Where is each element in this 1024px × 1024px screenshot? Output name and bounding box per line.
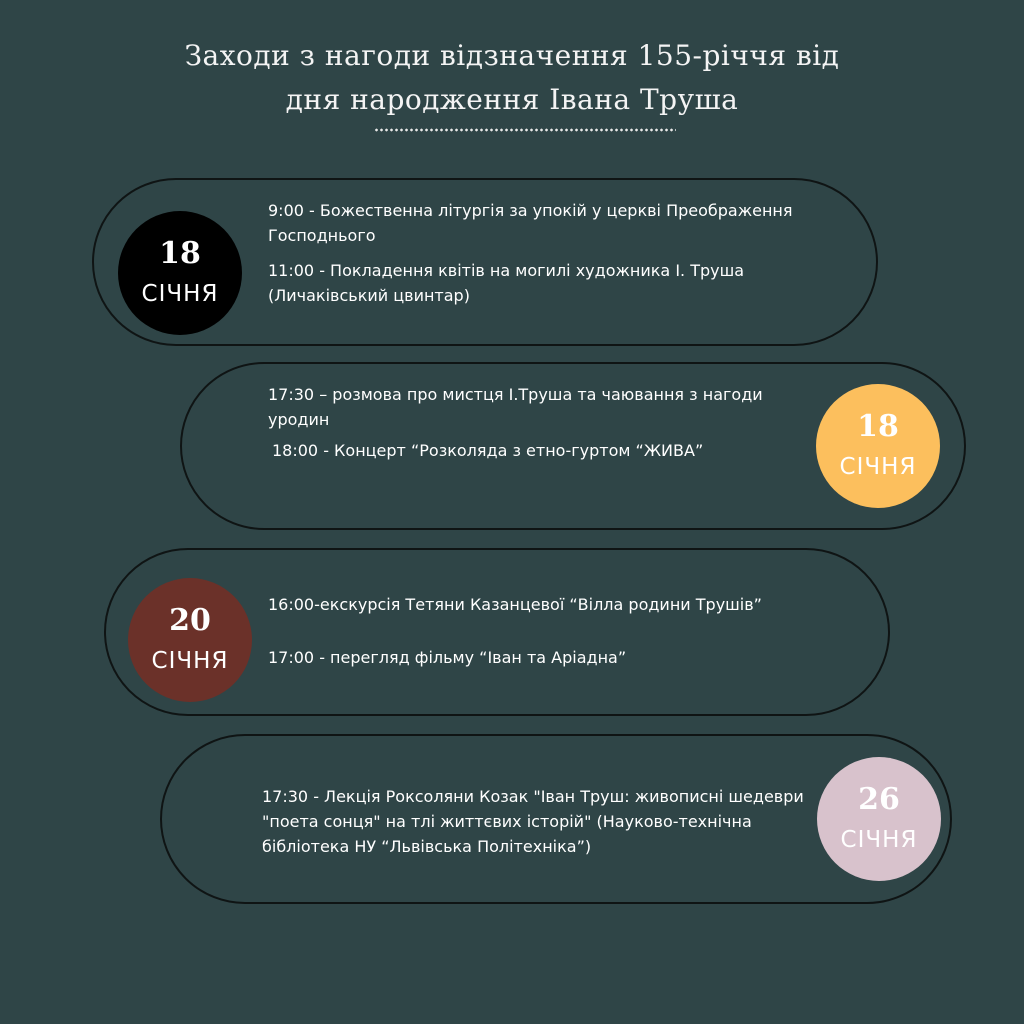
date-day: 18 (159, 236, 201, 271)
date-day: 18 (857, 409, 899, 444)
dotted-divider (374, 128, 676, 132)
event-item: 17:30 - Лекція Роксоляни Козак "Іван Труш: живописні шедеври "поета сонця" на тлі життєвих історій" (Науково-технічна бібліотека НУ “Львівська Політехніка”) (262, 787, 804, 856)
event-item: 17:30 – розмова про мистця І.Труша та чаювання з нагоди уродин (268, 385, 763, 429)
date-circle-3 (128, 578, 252, 702)
date-month: СІЧНЯ (839, 454, 917, 480)
event-list-2 (268, 382, 768, 463)
event-item: 11:00 - Покладення квітів на могилі художника І. Труша (Личаківський цвинтар) (268, 261, 745, 305)
event-item: 16:00-екскурсія Тетяни Казанцевої “Вілла родини Трушів” (268, 595, 762, 614)
date-month: СІЧНЯ (151, 648, 229, 674)
date-circle-2 (816, 384, 940, 508)
event-list-3 (268, 592, 853, 670)
date-circle-4 (817, 757, 941, 881)
event-list-4 (262, 784, 807, 859)
title-line-1: Заходи з нагоди відзначення 155-річчя від (184, 39, 840, 72)
event-item: 9:00 - Божественна літургія за упокій у церкві Преображення Господнього (268, 201, 793, 245)
date-day: 26 (858, 782, 900, 817)
event-item: 17:00 - перегляд фільму “Іван та Аріадна” (268, 648, 627, 667)
date-circle-1 (118, 211, 242, 335)
title-line-2: дня народження Івана Труша (285, 83, 739, 116)
date-month: СІЧНЯ (141, 281, 219, 307)
event-list-1 (268, 198, 853, 308)
event-item: 18:00 - Концерт “Розколяда з етно-гуртом “ЖИВА” (272, 441, 704, 460)
page-title (0, 34, 1024, 122)
date-day: 20 (169, 603, 211, 638)
date-month: СІЧНЯ (840, 827, 918, 853)
